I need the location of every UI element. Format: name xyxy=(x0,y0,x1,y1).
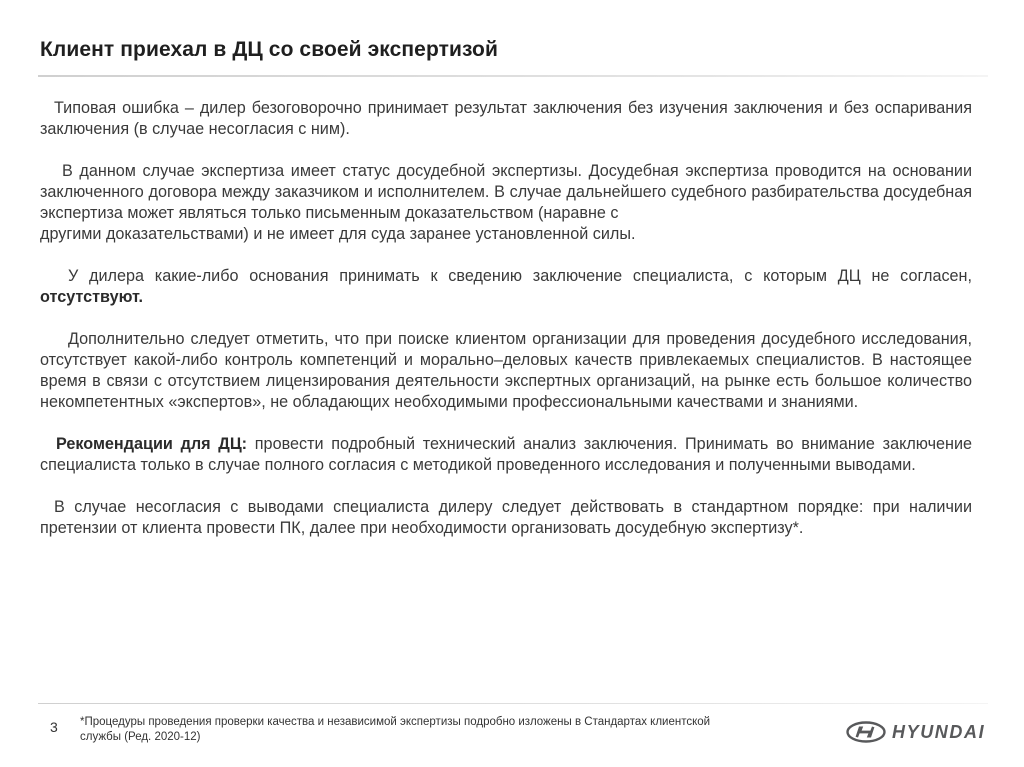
paragraph-typical-error: Типовая ошибка – дилер безоговорочно принимает результат заключения без изучения заключения и без оспаривания заключения (в случае несогласия с ним). xyxy=(40,99,972,138)
footnote: *Процедуры проведения проверки качества и независимой экспертизы подробно изложены в Стандартах клиентской службы (Ред. 2020-12) xyxy=(80,716,711,743)
paragraph-dealer-grounds-emphasis: отсутствуют. xyxy=(40,288,144,306)
paragraph-status-line1: В данном случае экспертиза имеет статус досудебной экспертизы. Досудебная экспертиза проводится на основании заключенного договора между заказчиком и исполнителем. В случае дальнейшего судебного разбирательства досудебная экспертиза может являться только письменным доказательством (наравне с xyxy=(40,162,972,222)
title-divider xyxy=(38,75,988,77)
footer-divider xyxy=(38,703,988,704)
paragraph-disagreement: В случае несогласия с выводами специалиста дилеру следует действовать в стандартном порядке: при наличии претензии от клиента провести ПК, далее при необходимости организовать досудебную экспертизу*. xyxy=(40,498,972,537)
recommendations-label: Рекомендации для ДЦ: xyxy=(56,435,248,453)
paragraph-additional: Дополнительно следует отметить, что при поиске клиентом организации для проведения досудебного исследования, отсутствует какой-либо контроль компетенций и морально–деловых качеств привлекаемых специалистов. В настоящее время в связи с отсутствием лицензирования деятельности экспертных организаций, на рынке есть большое количество некомпетентных «экспертов», не обладающих необходимыми профессиональными качествами и знаниями. xyxy=(40,330,972,411)
hyundai-logo xyxy=(846,719,985,745)
hyundai-wordmark: HYUNDAI xyxy=(892,721,986,742)
slide-title: Клиент приехал в ДЦ со своей экспертизой xyxy=(40,38,498,61)
hyundai-emblem-icon xyxy=(846,721,886,743)
paragraph-status xyxy=(40,161,972,245)
paragraph-status-line2: другими доказательствами) и не имеет для суда заранее установленной силы. xyxy=(40,225,636,243)
paragraph-dealer-grounds xyxy=(40,266,972,308)
paragraph-dealer-grounds-text: У дилера какие-либо основания принимать к сведению заключение специалиста, с которым ДЦ не согласен, xyxy=(68,267,972,285)
slide-content xyxy=(40,98,972,539)
paragraph-recommendations xyxy=(40,434,972,476)
page-number: 3 xyxy=(50,719,58,735)
recommendations-text: провести подробный технический анализ заключения. Принимать во внимание заключение специалиста только в случае полного согласия с методикой проведенного исследования и полученными выводами. xyxy=(40,435,972,474)
